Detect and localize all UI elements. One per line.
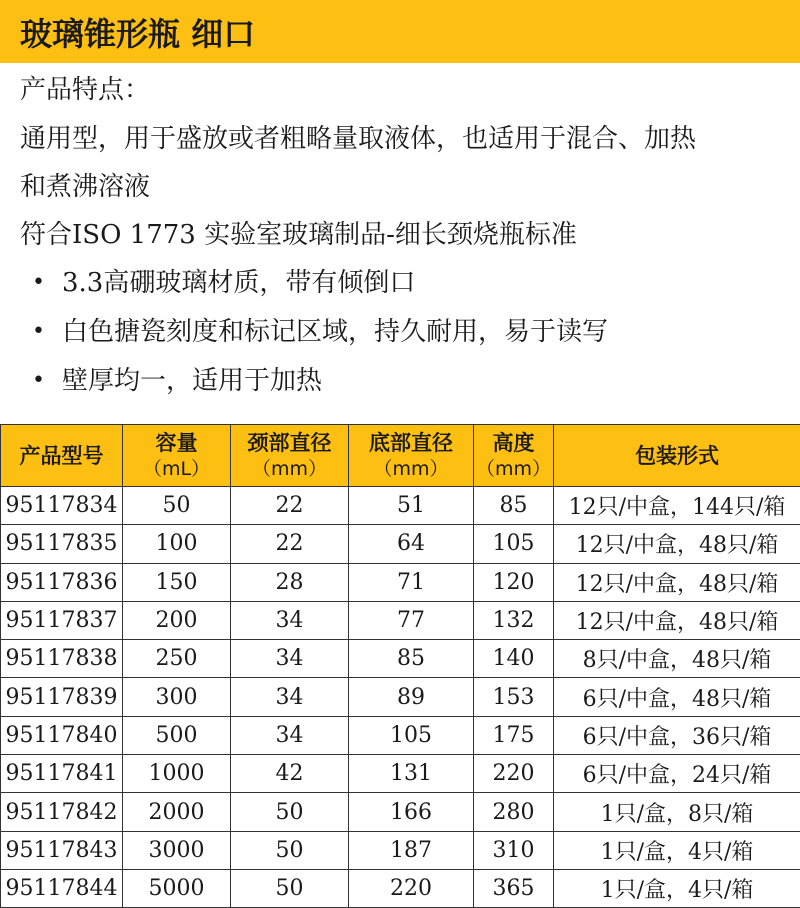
neck-diameter-cell: 34	[231, 716, 349, 754]
description-line-2: 和煮沸溶液	[20, 172, 151, 202]
model-cell: 95117836	[1, 563, 123, 601]
feature-bullet-text: 白色搪瓷刻度和标记区域，持久耐用，易于读写	[62, 317, 609, 347]
features-heading: 产品特点：	[20, 75, 151, 105]
model-cell: 95117840	[1, 716, 123, 754]
table-header-row	[1, 425, 800, 487]
packaging-cell: 6只/中盒，24只/箱	[554, 755, 800, 793]
feature-bullet-text: 3.3高硼玻璃材质，带有倾倒口	[62, 268, 416, 298]
feature-bullet	[32, 364, 322, 398]
bullet-dot-icon: •	[32, 368, 45, 393]
height-cell: 310	[474, 831, 554, 869]
height-cell: 85	[474, 487, 554, 525]
capacity-cell: 50	[123, 487, 231, 525]
feature-bullet	[32, 315, 608, 349]
packaging-cell: 1只/盒，4只/箱	[554, 869, 800, 907]
packaging-cell: 6只/中盒，48只/箱	[554, 678, 800, 716]
neck-diameter-cell: 34	[231, 601, 349, 639]
height-cell: 220	[474, 755, 554, 793]
model-cell: 95117841	[1, 755, 123, 793]
base-diameter-cell: 89	[349, 678, 474, 716]
feature-bullet	[32, 266, 415, 300]
packaging-cell: 6只/中盒，36只/箱	[554, 716, 800, 754]
table-row	[1, 640, 800, 678]
model-cell: 95117834	[1, 487, 123, 525]
capacity-cell: 200	[123, 601, 231, 639]
capacity-cell: 5000	[123, 869, 231, 907]
neck-diameter-cell: 22	[231, 525, 349, 563]
table-row	[1, 601, 800, 639]
table-row	[1, 563, 800, 601]
height-cell: 175	[474, 716, 554, 754]
bullet-dot-icon: •	[32, 270, 45, 295]
column-header-model: 产品型号	[1, 425, 123, 487]
packaging-cell: 12只/中盒，144只/箱	[554, 487, 800, 525]
neck-diameter-cell: 34	[231, 640, 349, 678]
table-row	[1, 487, 800, 525]
table-row	[1, 755, 800, 793]
neck-diameter-cell: 22	[231, 487, 349, 525]
height-cell: 120	[474, 563, 554, 601]
capacity-cell: 150	[123, 563, 231, 601]
model-cell: 95117843	[1, 831, 123, 869]
column-header-capacity: 容量 （mL）	[123, 425, 231, 487]
height-cell: 140	[474, 640, 554, 678]
column-header-packaging: 包装形式	[554, 425, 800, 487]
packaging-cell: 1只/盒，4只/箱	[554, 831, 800, 869]
table-row	[1, 869, 800, 907]
base-diameter-cell: 105	[349, 716, 474, 754]
height-cell: 365	[474, 869, 554, 907]
standard-line: 符合ISO 1773 实验室玻璃制品-细长颈烧瓶标准	[20, 220, 577, 250]
base-diameter-cell: 220	[349, 869, 474, 907]
packaging-cell: 1只/盒，8只/箱	[554, 793, 800, 831]
spec-table	[0, 424, 800, 908]
model-cell: 95117838	[1, 640, 123, 678]
model-cell: 95117837	[1, 601, 123, 639]
column-header-base-diameter: 底部直径 （mm）	[349, 425, 474, 487]
bullet-dot-icon: •	[32, 319, 45, 344]
packaging-cell: 12只/中盒，48只/箱	[554, 601, 800, 639]
column-header-neck-diameter: 颈部直径 （mm）	[231, 425, 349, 487]
base-diameter-cell: 166	[349, 793, 474, 831]
capacity-cell: 100	[123, 525, 231, 563]
height-cell: 105	[474, 525, 554, 563]
neck-diameter-cell: 28	[231, 563, 349, 601]
base-diameter-cell: 64	[349, 525, 474, 563]
capacity-cell: 2000	[123, 793, 231, 831]
capacity-cell: 3000	[123, 831, 231, 869]
model-cell: 95117842	[1, 793, 123, 831]
capacity-cell: 1000	[123, 755, 231, 793]
neck-diameter-cell: 50	[231, 869, 349, 907]
base-diameter-cell: 85	[349, 640, 474, 678]
table-row	[1, 716, 800, 754]
capacity-cell: 500	[123, 716, 231, 754]
base-diameter-cell: 71	[349, 563, 474, 601]
base-diameter-cell: 131	[349, 755, 474, 793]
height-cell: 153	[474, 678, 554, 716]
neck-diameter-cell: 50	[231, 831, 349, 869]
table-row	[1, 831, 800, 869]
table-row	[1, 793, 800, 831]
model-cell: 95117839	[1, 678, 123, 716]
page-title-bar	[0, 0, 800, 63]
base-diameter-cell: 77	[349, 601, 474, 639]
packaging-cell: 8只/中盒，48只/箱	[554, 640, 800, 678]
neck-diameter-cell: 42	[231, 755, 349, 793]
table-row	[1, 525, 800, 563]
column-header-height: 高度 （mm）	[474, 425, 554, 487]
base-diameter-cell: 51	[349, 487, 474, 525]
packaging-cell: 12只/中盒，48只/箱	[554, 525, 800, 563]
height-cell: 132	[474, 601, 554, 639]
base-diameter-cell: 187	[349, 831, 474, 869]
capacity-cell: 300	[123, 678, 231, 716]
neck-diameter-cell: 34	[231, 678, 349, 716]
description-line-1: 通用型，用于盛放或者粗略量取液体，也适用于混合、加热	[20, 124, 697, 154]
feature-bullet-text: 壁厚均一，适用于加热	[62, 366, 323, 396]
table-row	[1, 678, 800, 716]
capacity-cell: 250	[123, 640, 231, 678]
height-cell: 280	[474, 793, 554, 831]
neck-diameter-cell: 50	[231, 793, 349, 831]
packaging-cell: 12只/中盒，48只/箱	[554, 563, 800, 601]
model-cell: 95117844	[1, 869, 123, 907]
model-cell: 95117835	[1, 525, 123, 563]
page-title: 玻璃锥形瓶 细口	[20, 14, 256, 53]
